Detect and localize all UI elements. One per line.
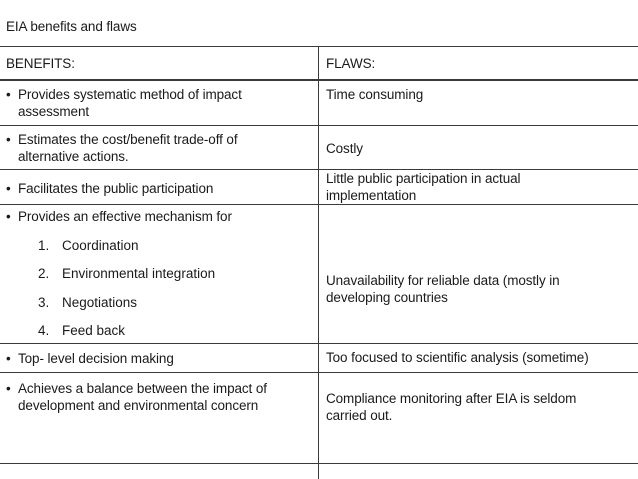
bullet: • xyxy=(6,381,11,396)
flaw-text-cont: implementation xyxy=(326,188,417,203)
flaw-cell xyxy=(326,272,632,306)
rule-top xyxy=(0,46,638,47)
flaw-cell xyxy=(326,170,632,204)
rule-row-3 xyxy=(0,204,638,205)
benefit-text: Achieves a balance between the impact of xyxy=(18,381,267,396)
benefit-text: Provides systematic method of impact xyxy=(18,87,242,102)
bullet: • xyxy=(6,209,11,224)
list-item xyxy=(38,294,137,311)
flaw-text-cont: carried out. xyxy=(326,408,393,423)
list-text: Negotiations xyxy=(62,295,138,310)
rule-bottom xyxy=(0,463,638,464)
rule-header xyxy=(0,79,638,81)
benefit-text: Facilitates the public participation xyxy=(18,181,214,196)
flaw-cell xyxy=(326,86,632,103)
header-flaws: FLAWS: xyxy=(326,56,376,71)
bullet: • xyxy=(6,87,11,102)
rule-row-1 xyxy=(0,125,638,126)
flaw-text-cont: developing countries xyxy=(326,290,448,305)
list-number: 1. xyxy=(38,238,50,253)
benefit-cell xyxy=(6,208,311,225)
list-text: Coordination xyxy=(62,238,139,253)
header-benefits: BENEFITS: xyxy=(6,56,75,71)
bullet: • xyxy=(6,132,11,147)
benefit-text-cont: assessment xyxy=(18,104,90,119)
list-number: 3. xyxy=(38,295,50,310)
benefit-cell xyxy=(6,380,311,414)
rule-row-5 xyxy=(0,372,638,373)
list-item xyxy=(38,322,125,339)
benefit-text: Provides an effective mechanism for xyxy=(18,209,232,224)
rule-row-4 xyxy=(0,343,638,344)
bullet: • xyxy=(6,351,11,366)
bullet: • xyxy=(6,181,11,196)
flaw-text: Costly xyxy=(326,141,363,156)
benefit-text: Top- level decision making xyxy=(18,351,174,366)
benefit-text-cont: development and environmental concern xyxy=(18,398,259,413)
list-item xyxy=(38,265,215,282)
column-divider xyxy=(318,47,319,479)
list-number: 2. xyxy=(38,266,50,281)
flaw-text: Unavailability for reliable data (mostly in xyxy=(326,273,560,288)
flaw-text: Little public participation in actual xyxy=(326,171,521,186)
list-number: 4. xyxy=(38,323,50,338)
list-text: Feed back xyxy=(62,323,126,338)
flaw-cell xyxy=(326,390,632,424)
benefit-cell xyxy=(6,350,311,367)
list-text: Environmental integration xyxy=(62,266,216,281)
benefit-text-cont: alternative actions. xyxy=(18,149,129,164)
benefit-cell xyxy=(6,131,311,165)
flaw-cell xyxy=(326,140,632,157)
benefit-cell xyxy=(6,180,311,197)
flaw-text: Time consuming xyxy=(326,87,424,102)
benefit-cell xyxy=(6,86,311,120)
page-title: EIA benefits and flaws xyxy=(6,19,137,34)
flaw-cell xyxy=(326,349,632,366)
benefit-text: Estimates the cost/benefit trade-off of xyxy=(18,132,238,147)
flaw-text: Compliance monitoring after EIA is seldom xyxy=(326,391,577,406)
list-item xyxy=(38,237,139,254)
flaw-text: Too focused to scientific analysis (sometime) xyxy=(326,350,589,365)
